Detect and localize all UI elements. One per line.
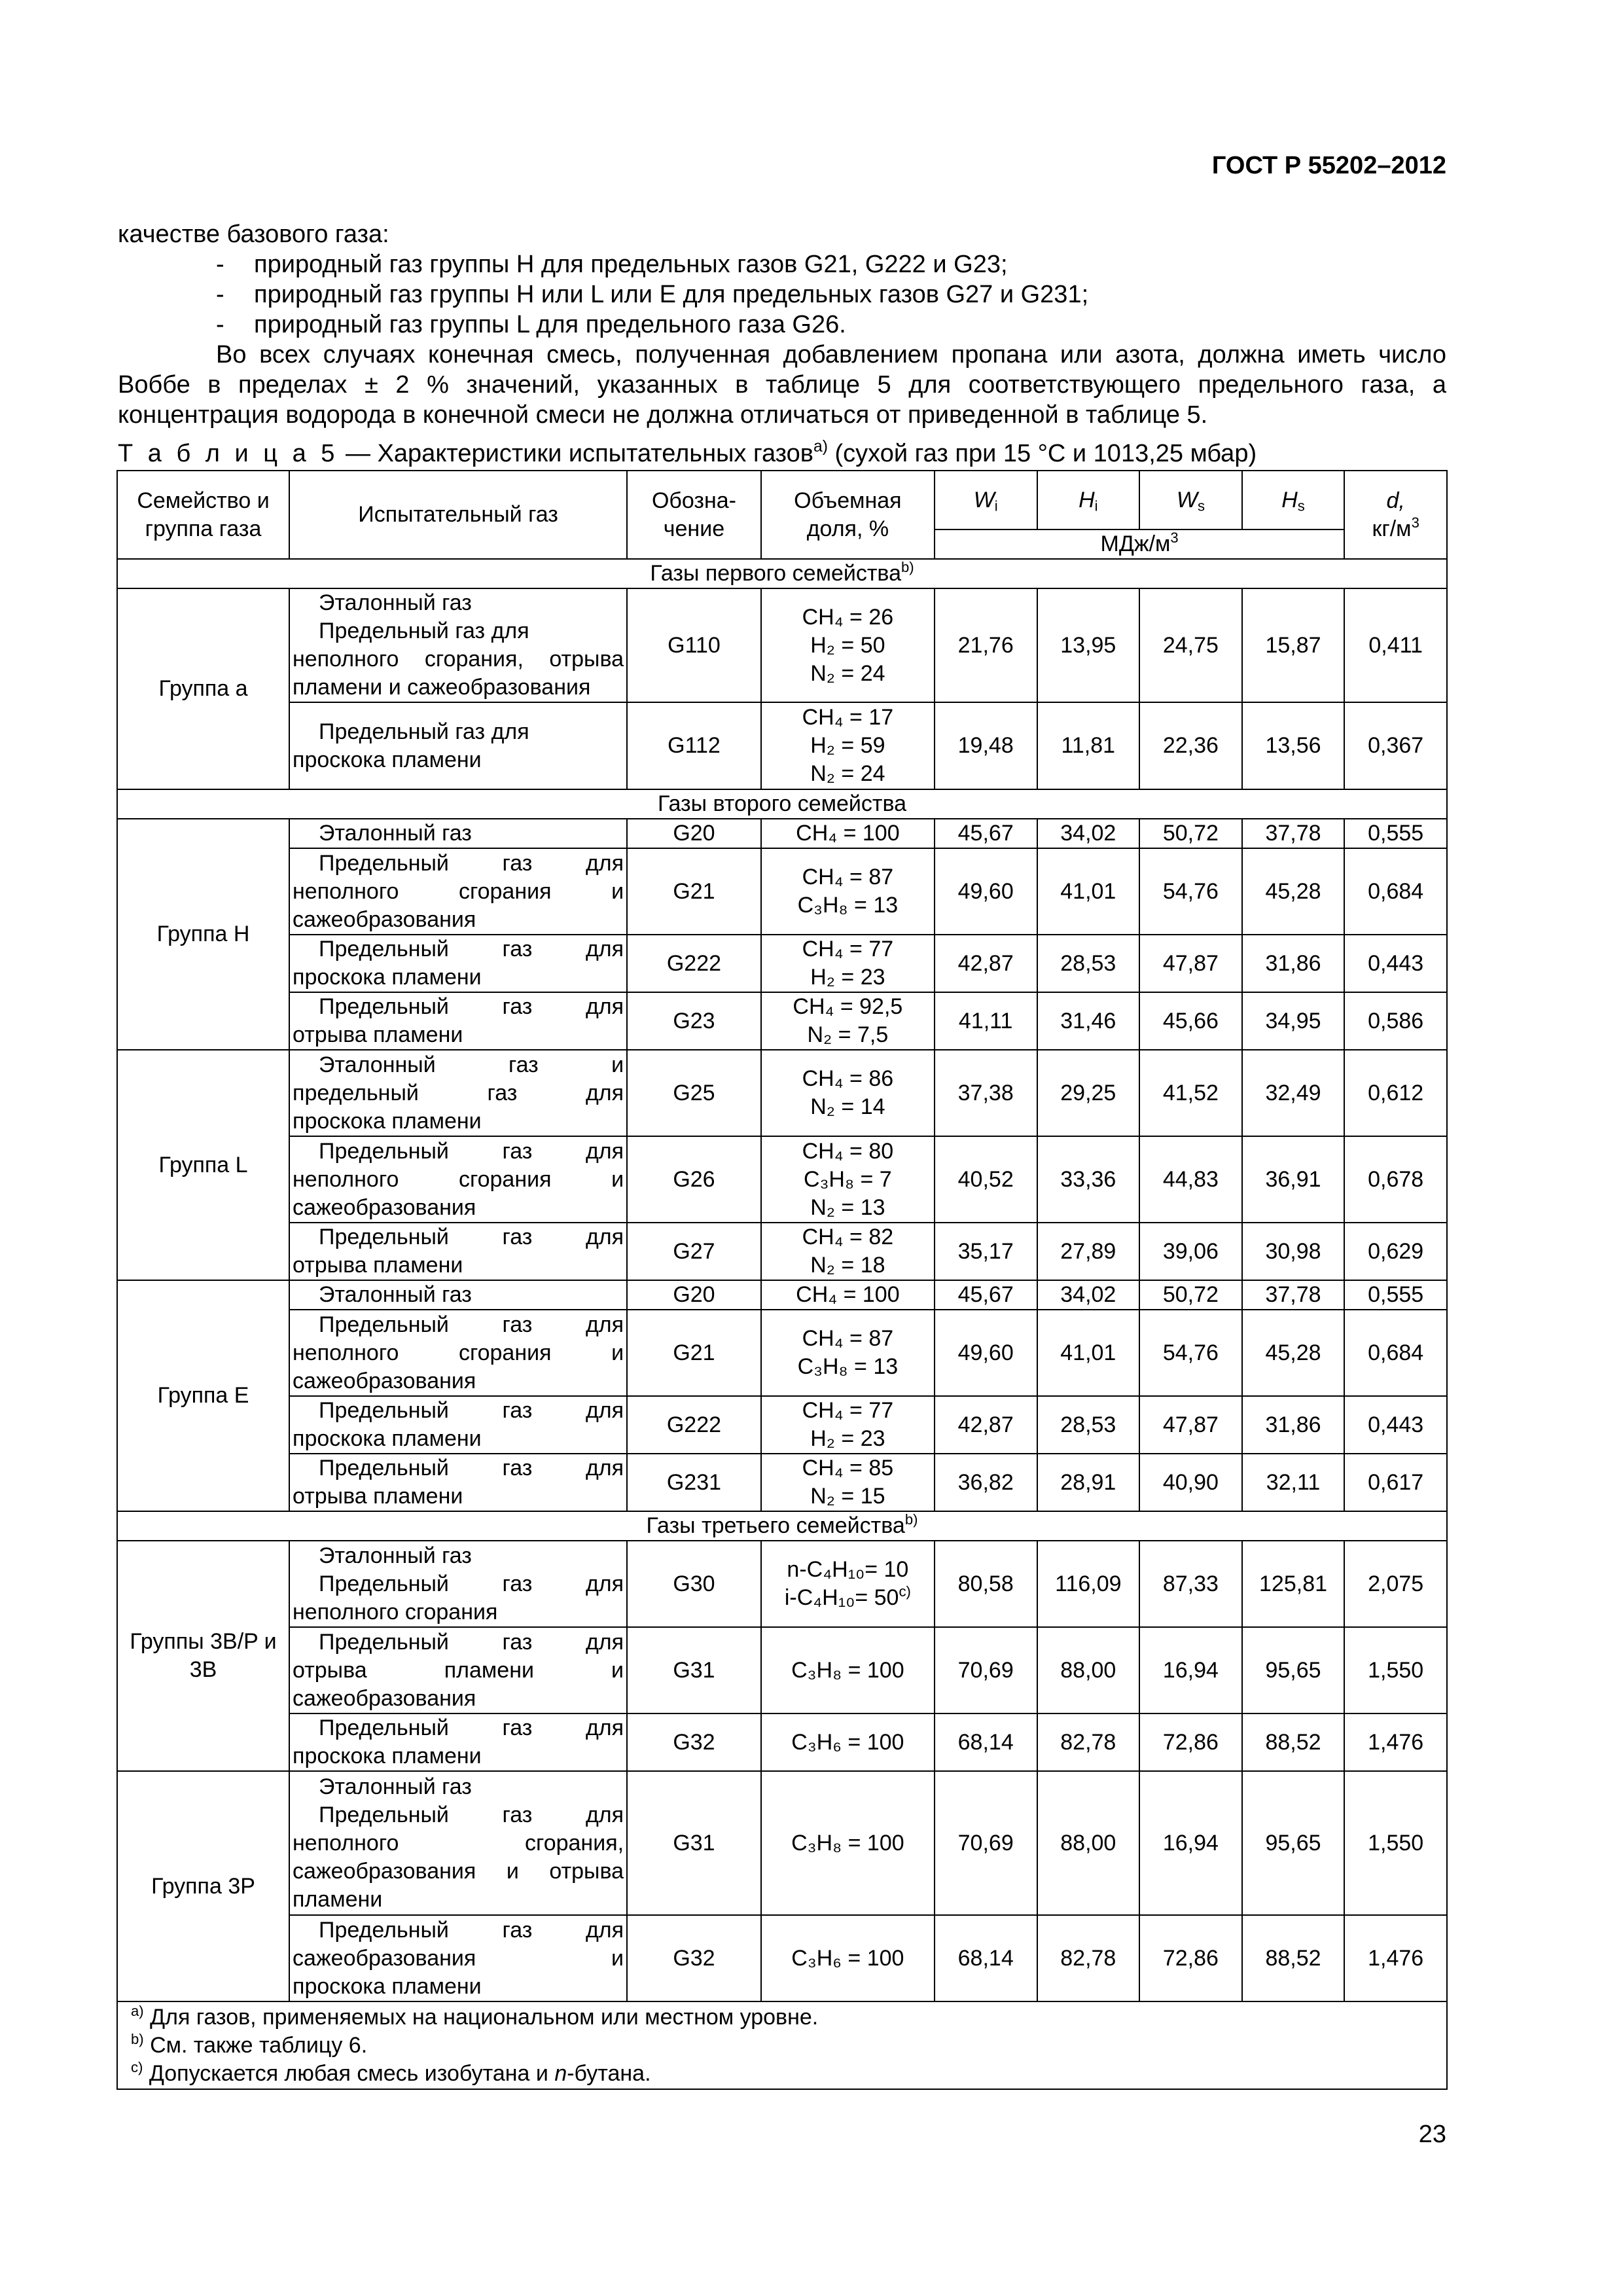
family-first: Газы первого семейства$^{b)}$ — [117, 559, 1447, 588]
gas-comp: C₃H₈ = 100 — [761, 1771, 935, 1915]
val-hs: 88,52 — [1242, 1915, 1345, 2001]
family-third: Газы третьего семейства$^{b)}$ — [117, 1511, 1447, 1541]
list-item: - природный газ группы H для предельных газов G21, G222 и G23; — [216, 251, 1008, 278]
val-hi: 27,89 — [1037, 1223, 1140, 1280]
val-hs: 31,86 — [1242, 935, 1345, 992]
gas-desc: Предельный газ для неполного сгорания и сажеобразования — [289, 1136, 627, 1223]
val-hi: 11,81 — [1037, 702, 1140, 789]
gas-comp: CH₄ = 26 H₂ = 50 N₂ = 24 — [761, 588, 935, 702]
val-hi: 41,01 — [1037, 1310, 1140, 1396]
val-hi: 82,78 — [1037, 1713, 1140, 1771]
val-wi: 35,17 — [935, 1223, 1037, 1280]
val-ws: 41,52 — [1139, 1050, 1242, 1136]
val-d: 1,476 — [1344, 1915, 1447, 2001]
val-wi: 68,14 — [935, 1915, 1037, 2001]
val-ws: 72,86 — [1139, 1915, 1242, 2001]
gas-comp: n-C₄H₁₀= 10 $i-C_4H_{10}= 50^{c)}$ — [761, 1541, 935, 1627]
val-hs: 37,78 — [1242, 819, 1345, 848]
val-ws: 47,87 — [1139, 1396, 1242, 1454]
val-hs: 36,91 — [1242, 1136, 1345, 1223]
gas-desc: Предельный газ для отрыва пламени — [289, 992, 627, 1050]
header-family: Семейство и группа газа — [117, 471, 289, 559]
intro-line: качестве базового газа: — [118, 221, 389, 248]
gas-code: G31 — [627, 1627, 761, 1713]
header-gas: Испытательный газ — [289, 471, 627, 559]
note: $^{c)}$ Допускается любая смесь изобутана и n-бутана. — [131, 2058, 651, 2086]
gas-code: G27 — [627, 1223, 761, 1280]
val-hs: 45,28 — [1242, 1310, 1345, 1396]
val-d: 0,555 — [1344, 1280, 1447, 1310]
gas-code: G222 — [627, 935, 761, 992]
val-d: 0,629 — [1344, 1223, 1447, 1280]
val-hi: 116,09 — [1037, 1541, 1140, 1627]
gas-code: G25 — [627, 1050, 761, 1136]
val-wi: 42,87 — [935, 1396, 1037, 1454]
gas-desc: Эталонный газ Предельный газ для неполного сгорания — [289, 1541, 627, 1627]
val-d: 0,367 — [1344, 702, 1447, 789]
val-wi: 21,76 — [935, 588, 1037, 702]
gas-code: G23 — [627, 992, 761, 1050]
val-ws: 16,94 — [1139, 1771, 1242, 1915]
val-hi: 33,36 — [1037, 1136, 1140, 1223]
val-wi: 36,82 — [935, 1454, 1037, 1511]
val-hs: 34,95 — [1242, 992, 1345, 1050]
val-d: 0,555 — [1344, 819, 1447, 848]
val-hs: 32,11 — [1242, 1454, 1345, 1511]
header-density: d, $кг/м^3$ — [1344, 471, 1447, 559]
val-ws: 16,94 — [1139, 1627, 1242, 1713]
gas-desc: Предельный газ для проскока пламени — [289, 1713, 627, 1771]
val-hs: 13,56 — [1242, 702, 1345, 789]
page-number: 23 — [1418, 2121, 1446, 2148]
val-hs: 30,98 — [1242, 1223, 1345, 1280]
group-3p: Группа 3P — [117, 1771, 289, 2001]
val-hi: 34,02 — [1037, 1280, 1140, 1310]
note: $^{b)}$ См. также таблицу 6. — [131, 2030, 368, 2058]
val-wi: 41,11 — [935, 992, 1037, 1050]
val-d: 1,476 — [1344, 1713, 1447, 1771]
note: $^{a)}$ Для газов, применяемых на национальном или местном уровне. — [131, 2002, 819, 2030]
gas-desc: Предельный газ для неполного сгорания и сажеобразования — [289, 848, 627, 935]
val-wi: 42,87 — [935, 935, 1037, 992]
gas-desc: Эталонный газ — [289, 1280, 627, 1310]
gas-code: G26 — [627, 1136, 761, 1223]
gas-desc: Предельный газ для отрыва пламени и сажеобразования — [289, 1627, 627, 1713]
gas-table — [116, 470, 1448, 2090]
val-d: 0,684 — [1344, 848, 1447, 935]
list-item: - природный газ группы H или L или E для предельных газов G27 и G231; — [216, 281, 1089, 308]
val-d: 0,617 — [1344, 1454, 1447, 1511]
gas-desc: Предельный газ для неполного сгорания и сажеобразования — [289, 1310, 627, 1396]
val-wi: 19,48 — [935, 702, 1037, 789]
gas-desc: Эталонный газ — [289, 819, 627, 848]
val-hi: 34,02 — [1037, 819, 1140, 848]
val-d: 0,678 — [1344, 1136, 1447, 1223]
family-second: Газы второго семейства — [117, 789, 1447, 819]
gas-code: G110 — [627, 588, 761, 702]
gas-desc: Предельный газ для проскока пламени — [289, 702, 627, 789]
paragraph: Во всех случаях конечная смесь, полученная добавлением пропана или азота, должна иметь число Воббе в пределах ± 2 % значений, указанных в таблице 5 для соответствующего предельного газа, а концентрация водорода в конечной смеси не должна отличаться от приведенной в таблице 5. — [118, 341, 1446, 429]
val-wi: 37,38 — [935, 1050, 1037, 1136]
val-wi: 68,14 — [935, 1713, 1037, 1771]
val-ws: 72,86 — [1139, 1713, 1242, 1771]
val-d: 1,550 — [1344, 1627, 1447, 1713]
group-l: Группа L — [117, 1050, 289, 1280]
val-wi: 45,67 — [935, 819, 1037, 848]
val-hi: 28,53 — [1037, 935, 1140, 992]
gas-code: G31 — [627, 1771, 761, 1915]
gas-comp: CH₄ = 87 C₃H₈ = 13 — [761, 848, 935, 935]
val-d: 0,684 — [1344, 1310, 1447, 1396]
gas-comp: CH₄ = 86 N₂ = 14 — [761, 1050, 935, 1136]
header-hs: $H_s$ — [1242, 471, 1345, 529]
gas-code: G231 — [627, 1454, 761, 1511]
gas-comp: CH₄ = 82 N₂ = 18 — [761, 1223, 935, 1280]
gas-comp: CH₄ = 17 H₂ = 59 N₂ = 24 — [761, 702, 935, 789]
standard-number: ГОСТ Р 55202–2012 — [1211, 152, 1446, 179]
group-a: Группа а — [117, 588, 289, 789]
gas-code: G20 — [627, 819, 761, 848]
val-ws: 45,66 — [1139, 992, 1242, 1050]
header-designation: Обозна- чение — [627, 471, 761, 559]
gas-desc: Эталонный газ и предельный газ для проскока пламени — [289, 1050, 627, 1136]
gas-comp: CH₄ = 87 C₃H₈ = 13 — [761, 1310, 935, 1396]
gas-comp: CH₄ = 100 — [761, 819, 935, 848]
gas-comp: CH₄ = 80 C₃H₈ = 7 N₂ = 13 — [761, 1136, 935, 1223]
val-wi: 49,60 — [935, 1310, 1037, 1396]
gas-code: G32 — [627, 1915, 761, 2001]
val-ws: 24,75 — [1139, 588, 1242, 702]
val-hi: 28,53 — [1037, 1396, 1140, 1454]
header-wi: $W_i$ — [935, 471, 1037, 529]
val-hs: 32,49 — [1242, 1050, 1345, 1136]
val-hi: 29,25 — [1037, 1050, 1140, 1136]
gas-comp: CH₄ = 77 H₂ = 23 — [761, 935, 935, 992]
gas-code: G222 — [627, 1396, 761, 1454]
gas-desc: Предельный газ для проскока пламени — [289, 935, 627, 992]
val-ws: 54,76 — [1139, 848, 1242, 935]
val-d: 1,550 — [1344, 1771, 1447, 1915]
val-hi: 88,00 — [1037, 1771, 1140, 1915]
gas-desc: Предельный газ для сажеобразования и проскока пламени — [289, 1915, 627, 2001]
val-d: 0,586 — [1344, 992, 1447, 1050]
table-notes — [117, 2001, 1447, 2089]
gas-desc: Предельный газ для проскока пламени — [289, 1396, 627, 1454]
intro-text — [118, 219, 1446, 430]
gas-code: G30 — [627, 1541, 761, 1627]
val-hs: 88,52 — [1242, 1713, 1345, 1771]
gas-comp: CH₄ = 100 — [761, 1280, 935, 1310]
val-d: 0,612 — [1344, 1050, 1447, 1136]
val-hs: 95,65 — [1242, 1627, 1345, 1713]
val-ws: 39,06 — [1139, 1223, 1242, 1280]
val-hs: 45,28 — [1242, 848, 1345, 935]
val-ws: 54,76 — [1139, 1310, 1242, 1396]
val-d: 2,075 — [1344, 1541, 1447, 1627]
val-wi: 70,69 — [935, 1627, 1037, 1713]
val-hi: 28,91 — [1037, 1454, 1140, 1511]
val-hs: 37,78 — [1242, 1280, 1345, 1310]
val-wi: 80,58 — [935, 1541, 1037, 1627]
val-d: 0,443 — [1344, 1396, 1447, 1454]
group-h: Группа H — [117, 819, 289, 1050]
val-ws: 47,87 — [1139, 935, 1242, 992]
val-ws: 87,33 — [1139, 1541, 1242, 1627]
val-ws: 40,90 — [1139, 1454, 1242, 1511]
gas-code: G21 — [627, 848, 761, 935]
val-hs: 31,86 — [1242, 1396, 1345, 1454]
val-wi: 70,69 — [935, 1771, 1037, 1915]
gas-code: G21 — [627, 1310, 761, 1396]
val-ws: 44,83 — [1139, 1136, 1242, 1223]
val-ws: 50,72 — [1139, 1280, 1242, 1310]
gas-comp: CH₄ = 85 N₂ = 15 — [761, 1454, 935, 1511]
header-unit: МДж/$м^3$ — [935, 529, 1344, 559]
val-ws: 50,72 — [1139, 819, 1242, 848]
val-hs: 15,87 — [1242, 588, 1345, 702]
val-hi: 13,95 — [1037, 588, 1140, 702]
gas-code: G32 — [627, 1713, 761, 1771]
val-d: 0,411 — [1344, 588, 1447, 702]
val-hs: 95,65 — [1242, 1771, 1345, 1915]
gas-comp: CH₄ = 92,5 N₂ = 7,5 — [761, 992, 935, 1050]
gas-desc: Предельный газ для отрыва пламени — [289, 1223, 627, 1280]
gas-comp: C₃H₈ = 100 — [761, 1627, 935, 1713]
val-ws: 22,36 — [1139, 702, 1242, 789]
val-d: 0,443 — [1344, 935, 1447, 992]
gas-desc: Эталонный газ Предельный газ для неполного сгорания, сажеобразования и отрыва пламени — [289, 1771, 627, 1915]
gas-comp: CH₄ = 77 H₂ = 23 — [761, 1396, 935, 1454]
val-wi: 49,60 — [935, 848, 1037, 935]
group-e: Группа E — [117, 1280, 289, 1511]
gas-desc: Предельный газ для отрыва пламени — [289, 1454, 627, 1511]
gas-code: G20 — [627, 1280, 761, 1310]
list-item: - природный газ группы L для предельного газа G26. — [216, 311, 846, 338]
header-hi: $H_i$ — [1037, 471, 1140, 529]
gas-comp: C₃H₆ = 100 — [761, 1713, 935, 1771]
val-wi: 40,52 — [935, 1136, 1037, 1223]
group-3b: Группы 3B/P и 3B — [117, 1541, 289, 1771]
header-volume: Объемная доля, % — [761, 471, 935, 559]
val-hi: 41,01 — [1037, 848, 1140, 935]
val-wi: 45,67 — [935, 1280, 1037, 1310]
header-ws: $W_s$ — [1139, 471, 1242, 529]
val-hi: 31,46 — [1037, 992, 1140, 1050]
gas-code: G112 — [627, 702, 761, 789]
gas-comp: C₃H₆ = 100 — [761, 1915, 935, 2001]
table-caption: Т а б л и ц а 5 — Характеристики испытательных газов$^{a)}$ (сухой газ при 15 °С и 1013,25 мбар) — [118, 438, 1257, 467]
val-hi: 88,00 — [1037, 1627, 1140, 1713]
val-hi: 82,78 — [1037, 1915, 1140, 2001]
val-hs: 125,81 — [1242, 1541, 1345, 1627]
gas-desc: Эталонный газ Предельный газ для неполного сгорания, отрыва пламени и сажеобразования — [289, 588, 627, 702]
